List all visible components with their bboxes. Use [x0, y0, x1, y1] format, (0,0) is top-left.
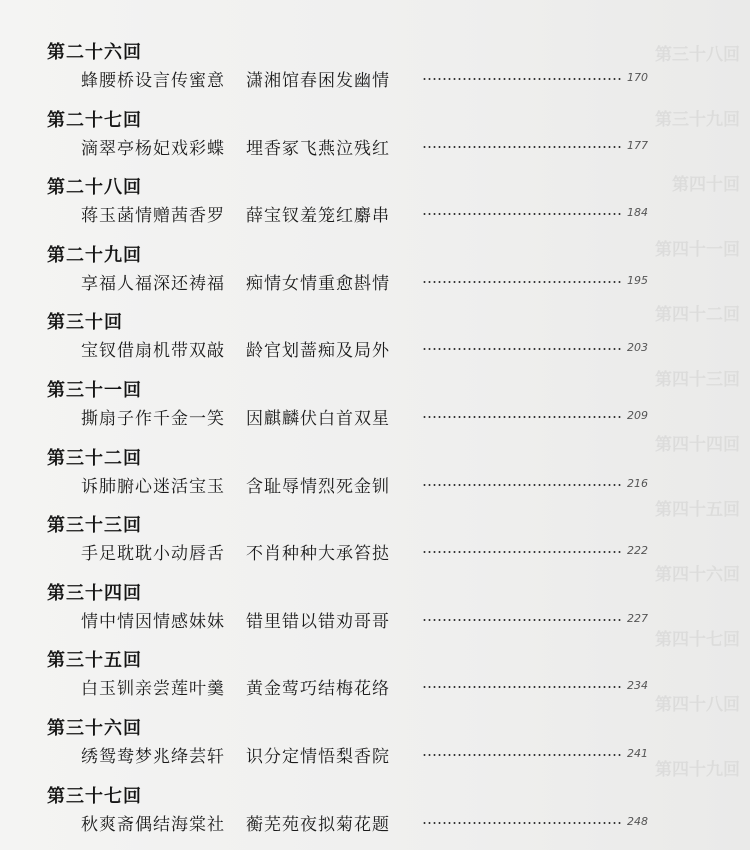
- toc-entry[interactable]: [0, 646, 750, 706]
- page-number: 241: [627, 747, 648, 760]
- dot-leader: [422, 281, 622, 283]
- chapter-title-second-line: 错里错以错劝哥哥: [246, 611, 390, 632]
- chapter-title-second-line: 因麒麟伏白首双星: [246, 409, 390, 429]
- dot-leader: [422, 754, 622, 756]
- toc-entry[interactable]: [0, 782, 750, 842]
- chapter-number: 第二十六回: [47, 42, 142, 63]
- dot-leader: [422, 686, 622, 688]
- chapter-title-first-line: 宝钗借扇机带双敲: [81, 341, 225, 362]
- bleed-through-text: 第三十八回: [655, 45, 740, 65]
- dot-leader: [422, 822, 622, 824]
- page-number: 209: [627, 409, 648, 422]
- page-number: 222: [627, 544, 648, 558]
- chapter-title-first-line: 秋爽斋偶结海棠社: [81, 814, 225, 835]
- chapter-title-second-line: 含耻辱情烈死金钏: [246, 476, 390, 497]
- chapter-title-first-line: 蒋玉菡情赠茜香罗: [81, 206, 225, 227]
- bleed-through-text: 第三十九回: [655, 110, 740, 130]
- bleed-through-text: 第四十二回: [655, 305, 740, 325]
- chapter-number: 第三十五回: [47, 650, 142, 672]
- chapter-number: 第三十二回: [47, 447, 142, 469]
- chapter-title-second-line: 识分定情悟梨香院: [246, 747, 390, 767]
- dot-leader: [422, 78, 622, 80]
- page-number: 227: [627, 611, 648, 625]
- bleed-through-text: 第四十七回: [655, 630, 740, 650]
- chapter-title-first-line: 撕扇子作千金一笑: [81, 409, 225, 429]
- chapter-title-second-line: 埋香冢飞燕泣残红: [246, 138, 390, 159]
- toc-entry[interactable]: [0, 106, 750, 166]
- dot-leader: [422, 416, 622, 418]
- bleed-through-text: 第四十六回: [655, 565, 740, 585]
- bleed-through-text: 第四十四回: [655, 435, 740, 455]
- page-number: 216: [627, 476, 648, 490]
- toc-entry[interactable]: [0, 579, 750, 639]
- chapter-title-second-line: 痴情女情重愈斟情: [246, 273, 390, 294]
- page-number: 170: [627, 71, 648, 84]
- chapter-number: 第三十三回: [47, 515, 142, 537]
- page-number: 248: [627, 814, 648, 828]
- chapter-number: 第二十九回: [47, 244, 142, 266]
- bleed-through-text: 第四十三回: [655, 370, 740, 390]
- dot-leader: [422, 551, 622, 553]
- toc-entry[interactable]: [0, 511, 750, 571]
- chapter-number: 第三十七回: [47, 785, 142, 807]
- chapter-title-first-line: 情中情因情感妹妹: [81, 611, 225, 632]
- dot-leader: [422, 619, 622, 621]
- page-number: 195: [627, 273, 648, 287]
- page-number: 177: [627, 138, 648, 152]
- chapter-number: 第二十七回: [47, 109, 142, 131]
- chapter-title-second-line: 潇湘馆春困发幽情: [246, 71, 390, 91]
- chapter-number: 第三十一回: [47, 380, 142, 401]
- chapter-title-first-line: 蜂腰桥设言传蜜意: [81, 71, 225, 91]
- dot-leader: [422, 146, 622, 148]
- chapter-title-first-line: 白玉钏亲尝莲叶羹: [81, 679, 225, 700]
- chapter-number: 第二十八回: [47, 177, 142, 199]
- toc-entry[interactable]: [0, 376, 750, 436]
- page-number: 184: [627, 206, 648, 220]
- bleed-through-text: 第四十九回: [655, 760, 740, 780]
- chapter-title-second-line: 不肖种种大承笞挞: [246, 544, 390, 565]
- toc-entry[interactable]: [0, 38, 750, 98]
- toc-entry[interactable]: [0, 714, 750, 774]
- toc-entry[interactable]: [0, 308, 750, 368]
- bleed-through-text: 第四十五回: [655, 500, 740, 520]
- chapter-title-first-line: 滴翠亭杨妃戏彩蝶: [81, 138, 225, 159]
- toc-entry[interactable]: [0, 173, 750, 233]
- bleed-through-text: 第四十一回: [655, 240, 740, 260]
- chapter-title-first-line: 手足耽耽小动唇舌: [81, 544, 225, 565]
- dot-leader: [422, 348, 622, 350]
- chapter-number: 第三十四回: [47, 582, 142, 604]
- chapter-title-second-line: 黄金莺巧结梅花络: [246, 679, 390, 700]
- toc-entry[interactable]: [0, 241, 750, 301]
- bleed-through-text: 第四十回: [672, 175, 740, 195]
- chapter-title-first-line: 绣鸳鸯梦兆绛芸轩: [81, 747, 225, 767]
- dot-leader: [422, 213, 622, 215]
- chapter-number: 第三十六回: [47, 718, 142, 739]
- chapter-number: 第三十回: [47, 312, 123, 334]
- chapter-title-first-line: 诉肺腑心迷活宝玉: [81, 476, 225, 497]
- chapter-title-second-line: 蘅芜苑夜拟菊花题: [246, 814, 390, 835]
- chapter-title-first-line: 享福人福深还祷福: [81, 273, 225, 294]
- page-number: 234: [627, 679, 648, 693]
- chapter-title-second-line: 薛宝钗羞笼红麝串: [246, 206, 390, 227]
- page-number: 203: [627, 341, 648, 355]
- chapter-title-second-line: 龄官划蔷痴及局外: [246, 341, 390, 362]
- toc-entry[interactable]: [0, 444, 750, 504]
- dot-leader: [422, 484, 622, 486]
- bleed-through-text: 第四十八回: [655, 695, 740, 715]
